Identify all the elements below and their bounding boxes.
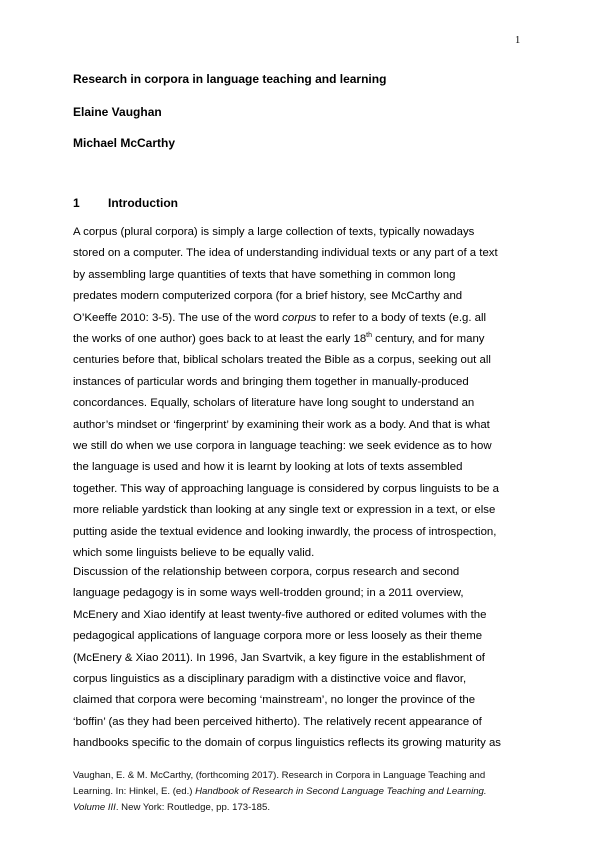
text-line: McEnery and Xiao identify at least twenty-five authored or edited volumes with the xyxy=(73,608,487,621)
footer-line xyxy=(73,800,533,816)
author-name: Elaine Vaughan xyxy=(73,105,162,119)
text-line: by assembling large quantities of texts that have something in common long xyxy=(73,268,456,281)
author-name: Michael McCarthy xyxy=(73,136,176,150)
footer-line: Vaughan, E. & M. McCarthy, (forthcoming 2017). Research in Corpora in Language Teaching and xyxy=(73,770,486,781)
text-line: language pedagogy is in some ways well-trodden ground; in a 2011 overview, xyxy=(73,587,464,600)
text-line: pedagogical applications of language corpora more or less loosely as their theme xyxy=(73,630,483,643)
text-line: handbooks specific to the domain of corpus linguistics reflects its growing maturity as xyxy=(73,737,501,750)
text-line: ‘boffin’ (as they had been perceived hitherto). The relatively recent appearance of xyxy=(73,715,482,728)
text-line xyxy=(73,329,528,350)
text-line: the language is used and how it is learnt by looking at lots of texts assembled xyxy=(73,461,463,474)
ordinal-superscript: th xyxy=(366,332,373,340)
text-segment: O’Keeffe 2010: 3-5). The use of the word xyxy=(73,311,283,324)
text-line: author’s mindset or ‘fingerprint’ by examining their work as a body. And that is what xyxy=(73,418,490,431)
footer-line xyxy=(73,784,533,800)
text-line: putting aside the textual evidence and looking inwardly, the process of introspection, xyxy=(73,525,497,538)
text-line: (McEnery & Xiao 2011). In 1996, Jan Svartvik, a key figure in the establishment of xyxy=(73,651,485,664)
emphasized-term: corpus xyxy=(282,311,317,324)
text-line: concordances. Equally, scholars of literature have long sought to understand an xyxy=(73,397,475,410)
page-number: 1 xyxy=(515,35,521,46)
text-line: instances of particular words and bringing them together in manually-produced xyxy=(73,375,469,388)
text-segment: century, and for many xyxy=(372,333,485,346)
text-segment: Learning. In: Hinkel, E. (ed.) xyxy=(73,786,196,797)
text-line: predates modern computerized corpora (for a brief history, see McCarthy and xyxy=(73,290,463,303)
text-line: corpus linguistics as a disciplinary paradigm with a distinctive voice and flavor, xyxy=(73,673,467,686)
text-line: which some linguists believe to be equally valid. xyxy=(73,547,315,560)
text-line: A corpus (plural corpora) is simply a large collection of texts, typically nowadays xyxy=(73,226,475,238)
text-line: we still do when we use corpora in language teaching: we seek evidence as to how xyxy=(73,440,492,453)
text-line: stored on a computer. The idea of understanding individual texts or any part of a text xyxy=(73,247,498,260)
section-number: 1 xyxy=(73,196,80,210)
text-segment: to refer to a body of texts (e.g. all xyxy=(316,311,487,324)
volume-label: Volume III xyxy=(73,802,116,813)
text-line: claimed that corpora were becoming ‘mainstream’, no longer the province of the xyxy=(73,694,476,707)
text-line: together. This way of approaching language is considered by corpus linguists to be a xyxy=(73,482,499,495)
citation-footer xyxy=(73,768,533,816)
text-line: Discussion of the relationship between corpora, corpus research and second xyxy=(73,566,460,578)
paragraph xyxy=(73,222,528,565)
text-line xyxy=(73,308,528,329)
text-segment: . New York: Routledge, pp. 173-185. xyxy=(115,802,270,813)
book-title: Handbook of Research in Second Language Teaching and Learning. xyxy=(195,786,487,797)
section-title: Introduction xyxy=(108,196,178,210)
paper-title: Research in corpora in language teaching and learning xyxy=(73,72,387,86)
paragraph xyxy=(73,562,528,755)
text-line: centuries before that, biblical scholars treated the Bible as a corpus, seeking out all xyxy=(73,354,491,367)
text-line: more reliable yardstick than looking at any single text or expression in a text, or else xyxy=(73,504,496,517)
section-heading xyxy=(73,196,178,210)
text-segment: the works of one author) goes back to at least the early 18 xyxy=(73,333,367,346)
